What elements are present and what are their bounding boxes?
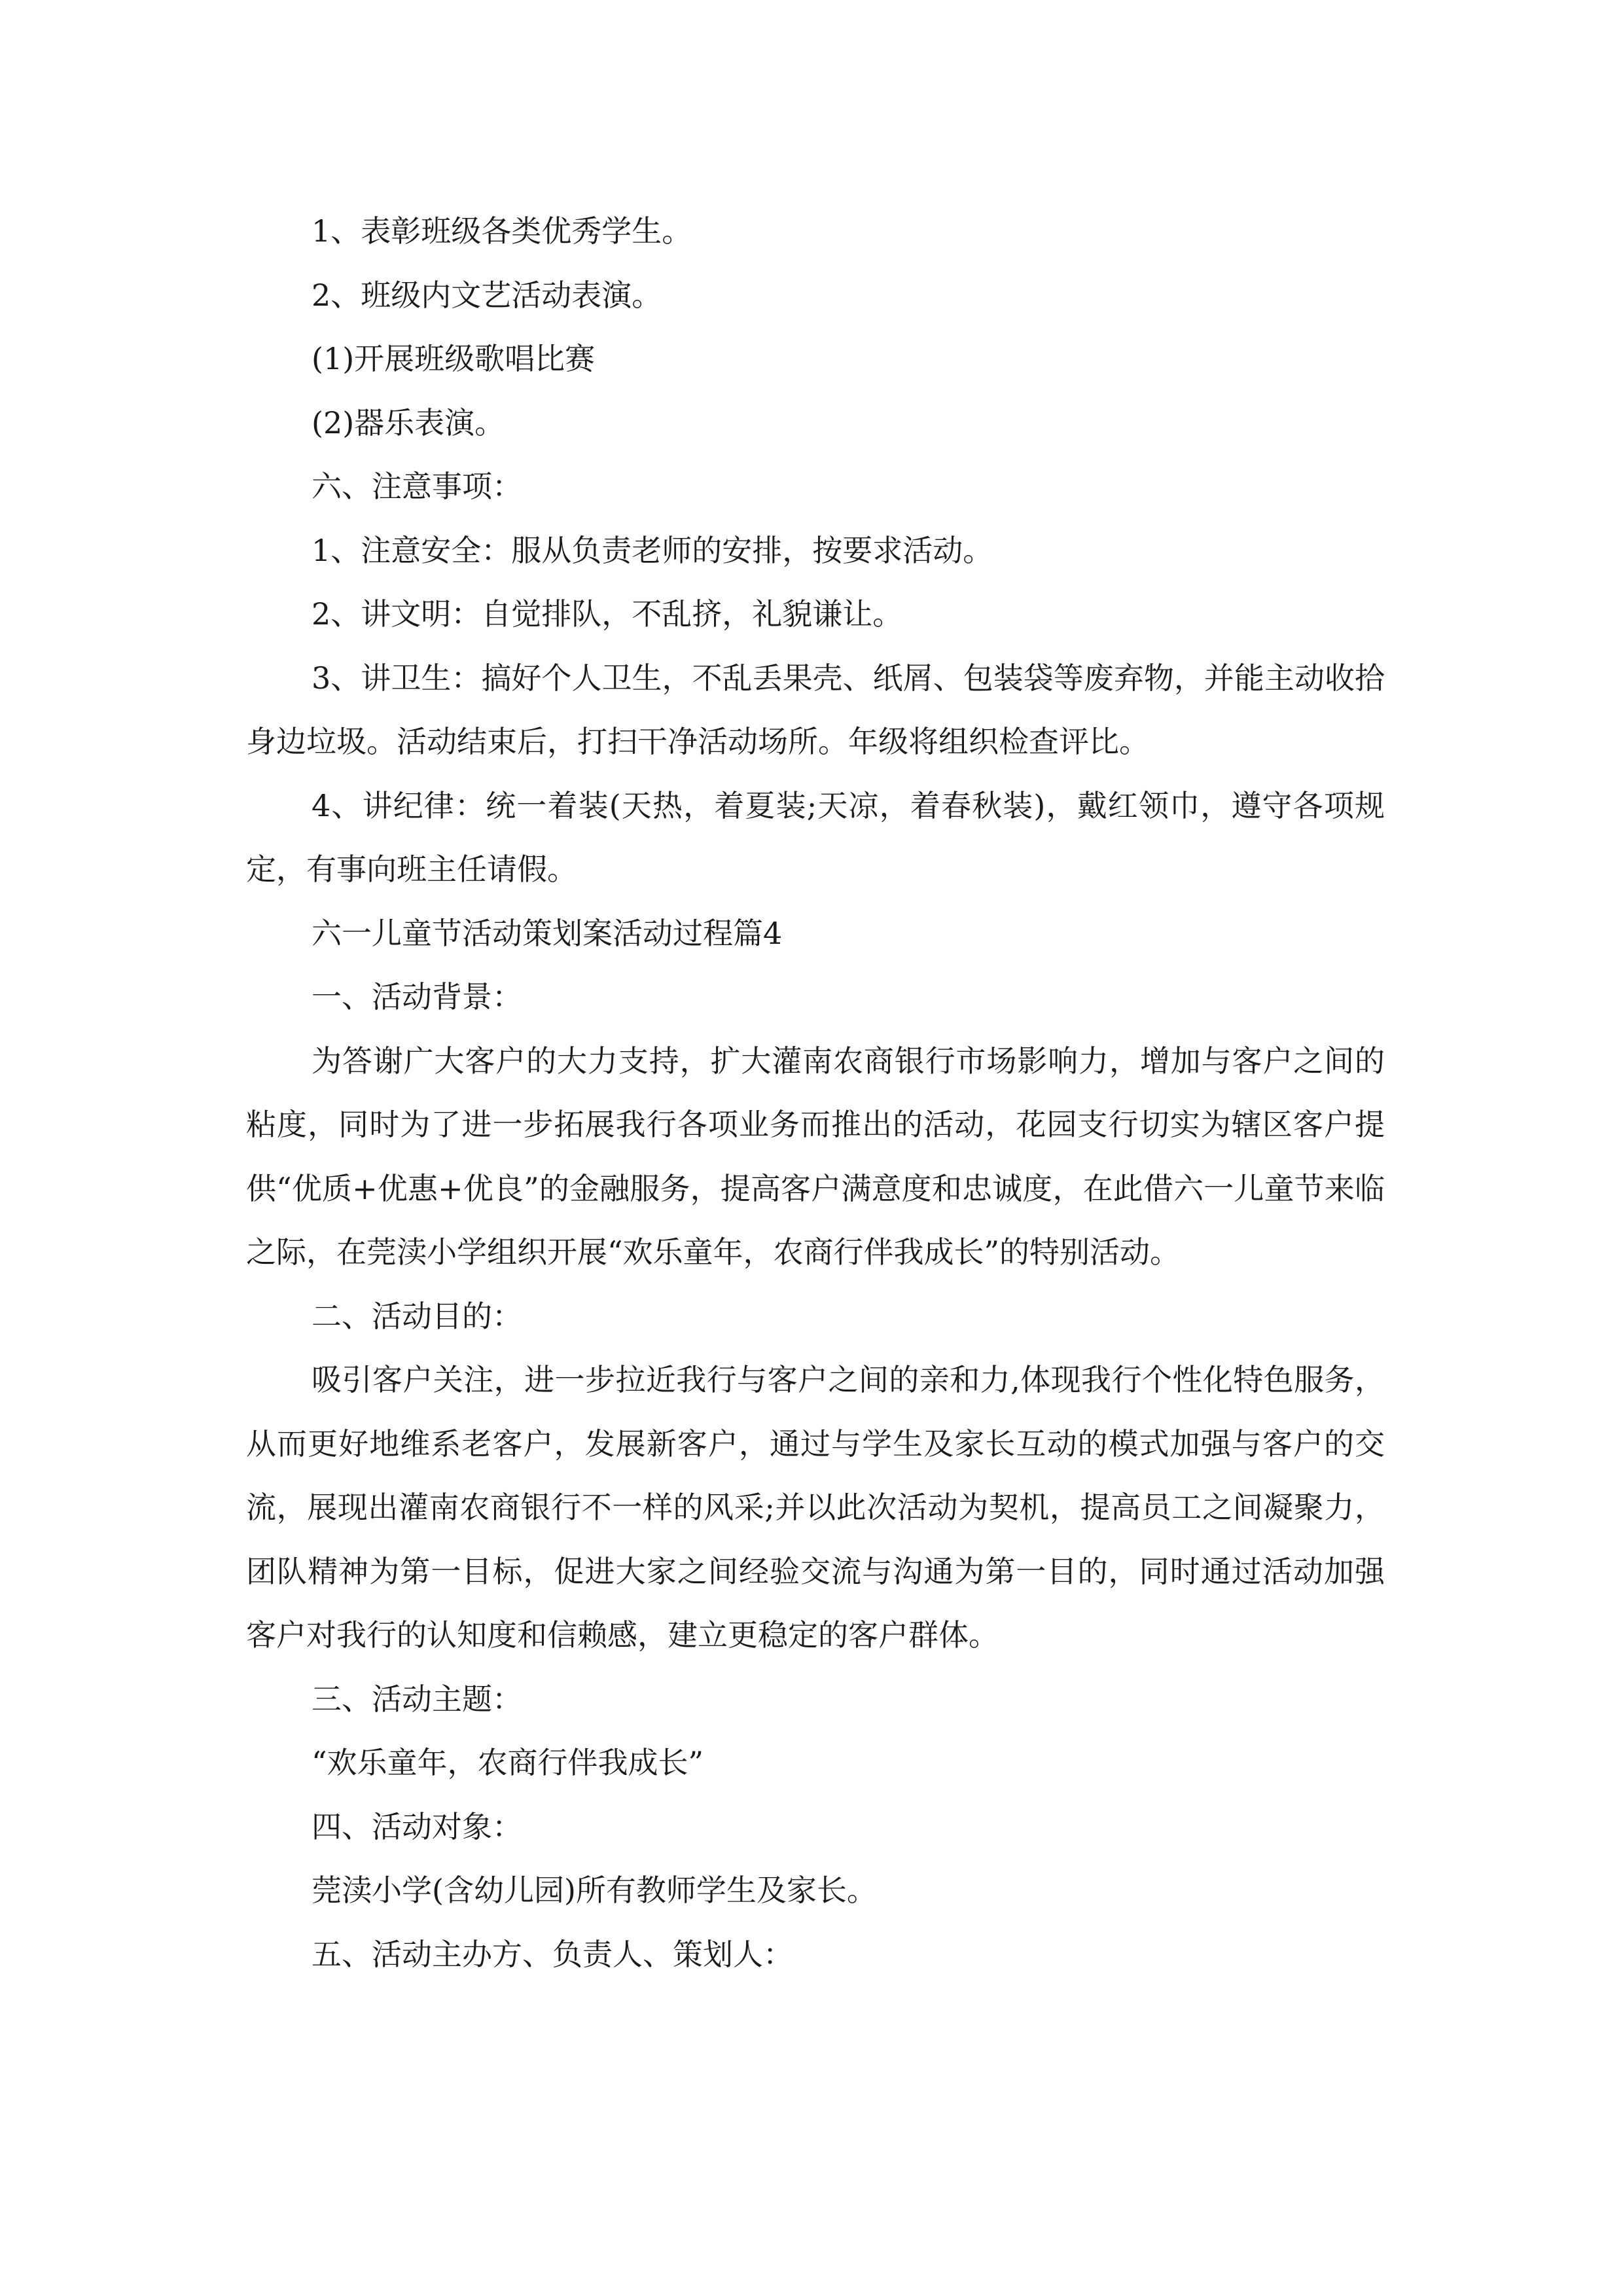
paragraph-purpose: 吸引客户关注，进一步拉近我行与客户之间的亲和力,体现我行个性化特色服务，从而更好地维系老客户，发展新客户，通过与学生及家长互动的模式加强与客户的交流，展现出灌南农商银行不一样的风采;并以此次活动为契机，提高员工之间凝聚力，团队精神为第一目标，促进大家之间经验交流与沟通为第一目的，同时通过活动加强客户对我行的认知度和信赖感，建立更稳定的客户群体。 [246,1362,1385,1653]
section-heading-purpose: 二、活动目的： [312,1298,522,1334]
section-heading-organizers: 五、活动主办方、负责人、策划人： [312,1936,793,1972]
list-item-class-performance: 2、班级内文艺活动表演。 [312,277,662,313]
note-discipline: 4、讲纪律：统一着装(天热，着夏装;天凉，着春秋装)，戴红领巾，遵守各项规定，有事向班主任请假。 [246,787,1385,887]
article-title: 六一儿童节活动策划案活动过程篇4 [312,915,783,951]
sub-item-singing-contest: (1)开展班级歌唱比赛 [312,341,596,376]
note-hygiene: 3、讲卫生：搞好个人卫生，不乱丢果壳、纸屑、包装袋等废弃物，并能主动收拾身边垃圾。活动结束后，打扫干净活动场所。年级将组织检查评比。 [246,660,1385,759]
note-civility: 2、讲文明：自觉排队，不乱挤，礼貌谦让。 [312,596,903,632]
paragraph-theme: “欢乐童年，农商行伴我成长” [312,1745,704,1780]
section-heading-theme: 三、活动主题： [312,1681,522,1717]
sub-item-instrument-performance: (2)器乐表演。 [312,404,505,440]
paragraph-audience: 莞渎小学(含幼儿园)所有教师学生及家长。 [312,1873,877,1908]
section-heading-notes: 六、注意事项： [312,469,522,504]
note-safety: 1、注意安全：服从负责老师的安排，按要求活动。 [312,532,993,568]
list-item-commend-students: 1、表彰班级各类优秀学生。 [312,213,692,249]
section-heading-background: 一、活动背景： [312,979,522,1014]
paragraph-background: 为答谢广大客户的大力支持，扩大灌南农商银行市场影响力，增加与客户之间的粘度，同时为了进一步拓展我行各项业务而推出的活动，花园支行切实为辖区客户提供“优质+优惠+优良”的金融服务，提高客户满意度和忠诚度，在此借六一儿童节来临之际，在莞渎小学组织开展“欢乐童年，农商行伴我成长”的特别活动。 [246,1043,1385,1270]
section-heading-audience: 四、活动对象： [312,1808,522,1844]
document-body [246,200,1385,1986]
